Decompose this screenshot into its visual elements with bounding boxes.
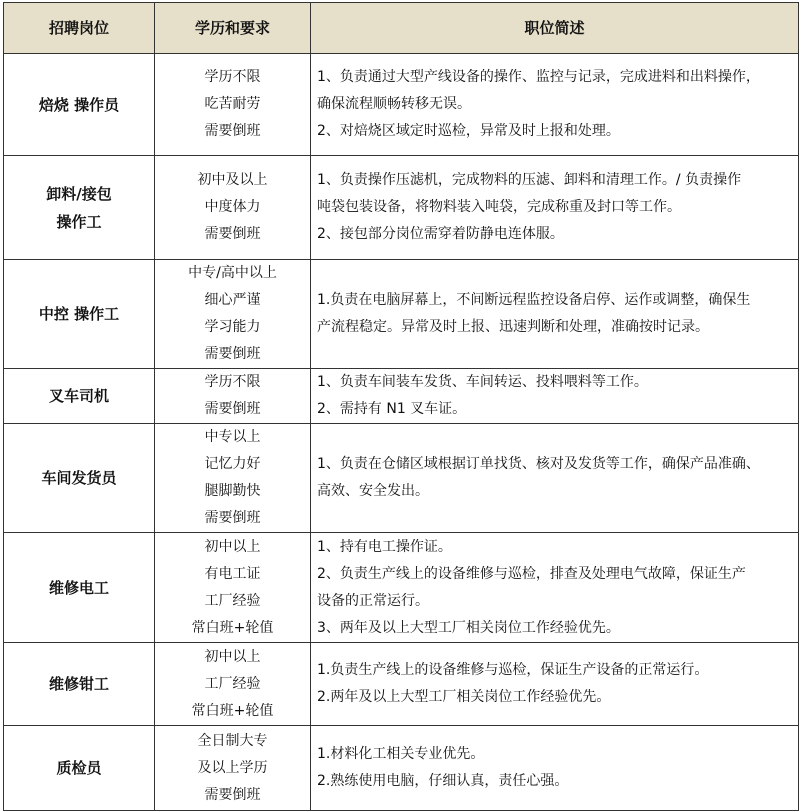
job-table	[3, 2, 799, 811]
requirements-cell	[155, 156, 311, 260]
requirements-cell-line: 及以上学历	[197, 759, 268, 776]
description-cell-line: 1、负责操作压滤机，完成物料的压滤、卸料和清理工作。/ 负责操作	[317, 172, 742, 188]
description-cell-line: 2.熟练使用电脑，仔细认真，责任心强。	[317, 773, 569, 789]
requirements-cell-line: 初中以上	[204, 648, 261, 665]
description-cell-line: 产流程稳定。异常及时上报、迅速判断和处理，准确按时记录。	[317, 319, 709, 335]
position-cell-line: 车间发货员	[41, 469, 117, 487]
position-cell-line: 焙烧 操作员	[38, 95, 120, 114]
requirements-cell-line: 需要倒班	[204, 226, 261, 242]
requirements-cell-line: 工厂经验	[204, 592, 261, 609]
header-description: 职位简述	[311, 3, 799, 54]
table-row	[4, 369, 799, 424]
requirements-cell	[155, 533, 311, 643]
requirements-cell-line: 需要倒班	[204, 346, 261, 362]
description-cell-line: 1.负责在电脑屏幕上，不间断远程监控设备启停、运作或调整，确保生	[317, 292, 751, 308]
position-cell	[4, 54, 155, 156]
requirements-cell	[155, 260, 311, 369]
description-cell-line: 吨袋包装设备，将物料装入吨袋，完成称重及封口等工作。	[317, 199, 681, 215]
description-cell-line: 确保流程顺畅转移无误。	[317, 96, 471, 112]
position-cell	[4, 643, 155, 726]
requirements-cell-line: 初中以上	[204, 538, 261, 555]
position-cell	[4, 260, 155, 369]
description-cell	[311, 54, 799, 156]
requirements-cell-line: 中专以上	[204, 429, 261, 445]
position-cell-line: 维修钳工	[48, 675, 109, 693]
requirements-cell-line: 细心严谨	[204, 292, 261, 308]
position-cell-line: 卸料/接包	[46, 184, 112, 203]
table-row	[4, 726, 799, 811]
description-cell-line: 3、两年及以上大型工厂相关岗位工作经验优先。	[317, 619, 620, 636]
description-cell-line: 设备的正常运行。	[317, 592, 429, 609]
requirements-cell-line: 有电工证	[204, 565, 261, 582]
position-cell	[4, 533, 155, 643]
position-cell	[4, 369, 155, 424]
position-cell	[4, 726, 155, 811]
requirements-cell-line: 学历不限	[204, 374, 261, 390]
table-row	[4, 156, 799, 260]
description-cell-line: 2、负责生产线上的设备维修与巡检，排查及处理电气故障，保证生产	[317, 565, 746, 582]
position-cell-line: 维修电工	[48, 578, 109, 597]
position-cell-line: 中控 操作工	[38, 305, 120, 323]
header-position: 招聘岗位	[4, 3, 155, 54]
description-cell	[311, 643, 799, 726]
position-cell	[4, 156, 155, 260]
requirements-cell-line: 需要倒班	[204, 510, 261, 526]
requirements-cell-line: 工厂经验	[204, 675, 261, 692]
description-cell-line: 2、对焙烧区域定时巡检，异常及时上报和处理。	[317, 123, 620, 139]
description-cell-line: 1.负责生产线上的设备维修与巡检，保证生产设备的正常运行。	[317, 662, 709, 678]
description-cell-line: 1、负责车间装车发货、车间转运、投料喂料等工作。	[317, 374, 648, 390]
requirements-cell-line: 中度体力	[204, 199, 261, 215]
description-cell	[311, 424, 799, 533]
position-cell-line: 叉车司机	[48, 387, 109, 405]
header-requirements: 学历和要求	[155, 3, 311, 54]
table-row	[4, 643, 799, 726]
table-row	[4, 260, 799, 369]
requirements-cell-line: 常白班+轮值	[191, 619, 274, 636]
requirements-cell-line: 需要倒班	[204, 123, 261, 139]
description-cell-line: 1.材料化工相关专业优先。	[317, 746, 485, 762]
requirements-cell-line: 全日制大专	[197, 732, 268, 749]
description-cell-line: 2、接包部分岗位需穿着防静电连体服。	[317, 226, 564, 242]
description-cell	[311, 726, 799, 811]
requirements-cell-line: 需要倒班	[204, 786, 261, 803]
requirements-cell-line: 中专/高中以上	[188, 265, 277, 281]
requirements-cell-line: 吃苦耐劳	[204, 96, 261, 112]
requirements-cell-line: 记忆力好	[204, 456, 261, 472]
description-cell	[311, 369, 799, 424]
position-cell-line: 操作工	[56, 212, 102, 231]
description-cell	[311, 533, 799, 643]
position-cell	[4, 424, 155, 533]
requirements-cell	[155, 643, 311, 726]
requirements-cell	[155, 369, 311, 424]
description-cell	[311, 156, 799, 260]
requirements-cell-line: 常白班+轮值	[191, 702, 274, 719]
header-row	[4, 3, 799, 54]
table-row	[4, 533, 799, 643]
requirements-cell-line: 学历不限	[204, 69, 261, 85]
description-cell-line: 1、持有电工操作证。	[317, 538, 452, 555]
requirements-cell-line: 腿脚勤快	[204, 483, 261, 499]
description-cell-line: 1、负责通过大型产线设备的操作、监控与记录，完成进料和出料操作，	[317, 69, 760, 85]
description-cell-line: 高效、安全发出。	[317, 483, 429, 499]
requirements-cell-line: 初中及以上	[197, 172, 268, 188]
description-cell	[311, 260, 799, 369]
requirements-cell-line: 学习能力	[204, 319, 261, 335]
description-cell-line: 2、需持有 N1 叉车证。	[317, 401, 467, 417]
requirements-cell	[155, 54, 311, 156]
requirements-cell	[155, 424, 311, 533]
table-row	[4, 54, 799, 156]
description-cell-line: 1、负责在仓储区域根据订单找货、核对及发货等工作，确保产品准确、	[317, 456, 760, 472]
requirements-cell	[155, 726, 311, 811]
table-row	[4, 424, 799, 533]
description-cell-line: 2.两年及以上大型工厂相关岗位工作经验优先。	[317, 689, 611, 705]
position-cell-line: 质检员	[56, 759, 102, 777]
requirements-cell-line: 需要倒班	[204, 401, 261, 417]
